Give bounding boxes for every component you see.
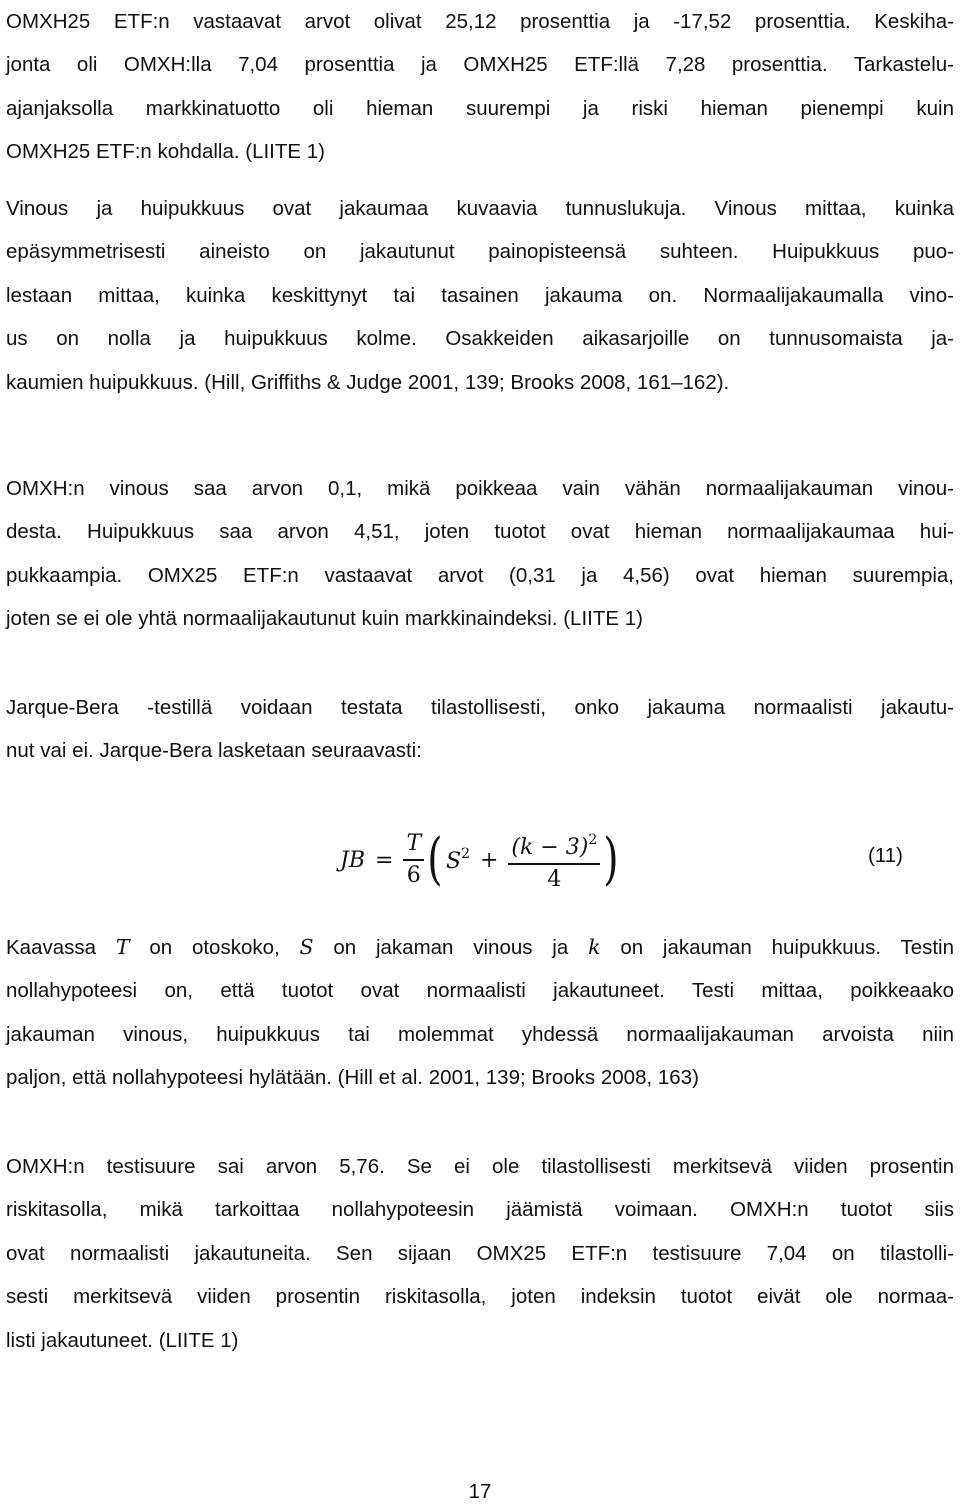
text-line: OMXH:n vinous saa arvon 0,1, mikä poikkeaa vain vähän normaalijakauman vinou-: [6, 477, 954, 500]
fraction-t-over-6: [403, 829, 424, 891]
text-line: joten se ei ole yhtä normaalijakautunut kuin markkinaindeksi. (LIITE 1): [6, 607, 643, 631]
text-line: nut vai ei. Jarque-Bera lasketaan seuraavasti:: [6, 739, 422, 763]
text-fragment: on otoskoko,: [129, 936, 300, 959]
paragraph-skewness-kurtosis: [6, 187, 954, 404]
text-line: sesti merkitsevä viiden prosentin riskitasolla, joten indeksin tuotot eivät ole normaa-: [6, 1285, 954, 1309]
text-line: kaumien huipukkuus. (Hill, Griffiths & Judge 2001, 139; Brooks 2008, 161‒162).: [6, 370, 730, 394]
text-line: jonta oli OMXH:lla 7,04 prosenttia ja OMXH25 ETF:llä 7,28 prosenttia. Tarkastelu-: [6, 53, 954, 77]
math-symbol-s: S: [299, 935, 314, 959]
paragraph-formula-explanation: [6, 926, 954, 1100]
text-line: jakauman vinous, huipukkuus tai molemmat yhdessä normaalijakauman arvoista niin: [6, 1022, 954, 1046]
s-symbol: S: [445, 849, 462, 874]
math-symbol-t: T: [115, 935, 130, 959]
equals-sign: =: [375, 847, 394, 873]
text-line: OMXH25 ETF:n kohdalla. (LIITE 1): [6, 140, 326, 164]
math-symbol-k: k: [588, 935, 601, 959]
text-line: listi jakautuneet. (LIITE 1): [6, 1328, 239, 1352]
jarque-bera-equation: [0, 820, 960, 900]
fraction-kurtosis-term: [508, 825, 600, 895]
fraction-denominator: 4: [547, 866, 562, 892]
equation-body: [340, 820, 622, 900]
text-line: ajanjaksolla markkinatuotto oli hieman suurempi ja riski hieman pienempi kuin: [6, 96, 954, 120]
equation-number: (11): [868, 844, 903, 867]
paragraph-jarque-bera-intro: [6, 686, 954, 773]
text-fragment: on jakauman huipukkuus. Testin: [600, 936, 955, 959]
s-exponent: 2: [461, 846, 470, 862]
text-line: desta. Huipukkuus saa arvon 4,51, joten tuotot ovat hieman normaalijakaumaa hui-: [6, 520, 954, 544]
plus-sign: +: [479, 847, 499, 873]
text-line: Vinous ja huipukkuus ovat jakaumaa kuvaavia tunnuslukuja. Vinous mittaa, kuinka: [6, 197, 954, 220]
text-line: us on nolla ja huipukkuus kolme. Osakkeiden aikasarjoille on tunnusomaista ja-: [6, 327, 954, 351]
text-line: Jarque-Bera -testillä voidaan testata tilastollisesti, onko jakauma normaalisti jakautu-: [6, 696, 954, 719]
text-line: nollahypoteesi on, että tuotot ovat normaalisti jakautuneet. Testi mittaa, poikkeaako: [6, 979, 954, 1003]
close-paren: ): [603, 827, 619, 892]
text-line: [6, 926, 954, 969]
text-line: lestaan mittaa, kuinka keskittynyt tai tasainen jakauma on. Normaalijakaumalla vino-: [6, 283, 954, 307]
paragraph-market-return: [6, 0, 954, 174]
paragraph-omxh-skewness: [6, 467, 954, 641]
text-fragment: on jakaman vinous ja: [313, 936, 589, 959]
fraction-numerator: [508, 825, 600, 863]
paragraph-test-results: [6, 1145, 954, 1362]
s-squared: [446, 846, 470, 874]
text-line: OMXH25 ETF:n vastaavat arvot olivat 25,12 prosenttia ja -17,52 prosenttia. Keskiha-: [6, 10, 954, 33]
text-fragment: Kaavassa: [6, 936, 116, 959]
open-paren: (: [427, 827, 443, 892]
fraction-numerator: T: [406, 831, 422, 857]
text-line: epäsymmetrisesti aineisto on jakautunut painopisteensä suhteen. Huipukkuus puo-: [6, 240, 954, 264]
text-line: pukkaampia. OMX25 ETF:n vastaavat arvot (0,31 ja 4,56) ovat hieman suurempia,: [6, 563, 954, 587]
numerator-exponent: 2: [588, 832, 598, 849]
fraction-denominator: 6: [406, 862, 421, 888]
equation-lhs: JB: [340, 847, 365, 873]
text-line: riskitasolla, mikä tarkoittaa nollahypoteesin jäämistä voimaan. OMXH:n tuotot siis: [6, 1198, 954, 1222]
text-line: OMXH:n testisuure sai arvon 5,76. Se ei ole tilastollisesti merkitsevä viiden prosentin: [6, 1155, 954, 1178]
text-line: paljon, että nollahypoteesi hylätään. (Hill et al. 2001, 139; Brooks 2008, 163): [6, 1066, 699, 1090]
page-number: 17: [468, 1480, 492, 1503]
k-minus-3: (k − 3): [511, 835, 589, 861]
text-line: ovat normaalisti jakautuneita. Sen sijaan OMX25 ETF:n testisuure 7,04 on tilastolli-: [6, 1241, 954, 1265]
